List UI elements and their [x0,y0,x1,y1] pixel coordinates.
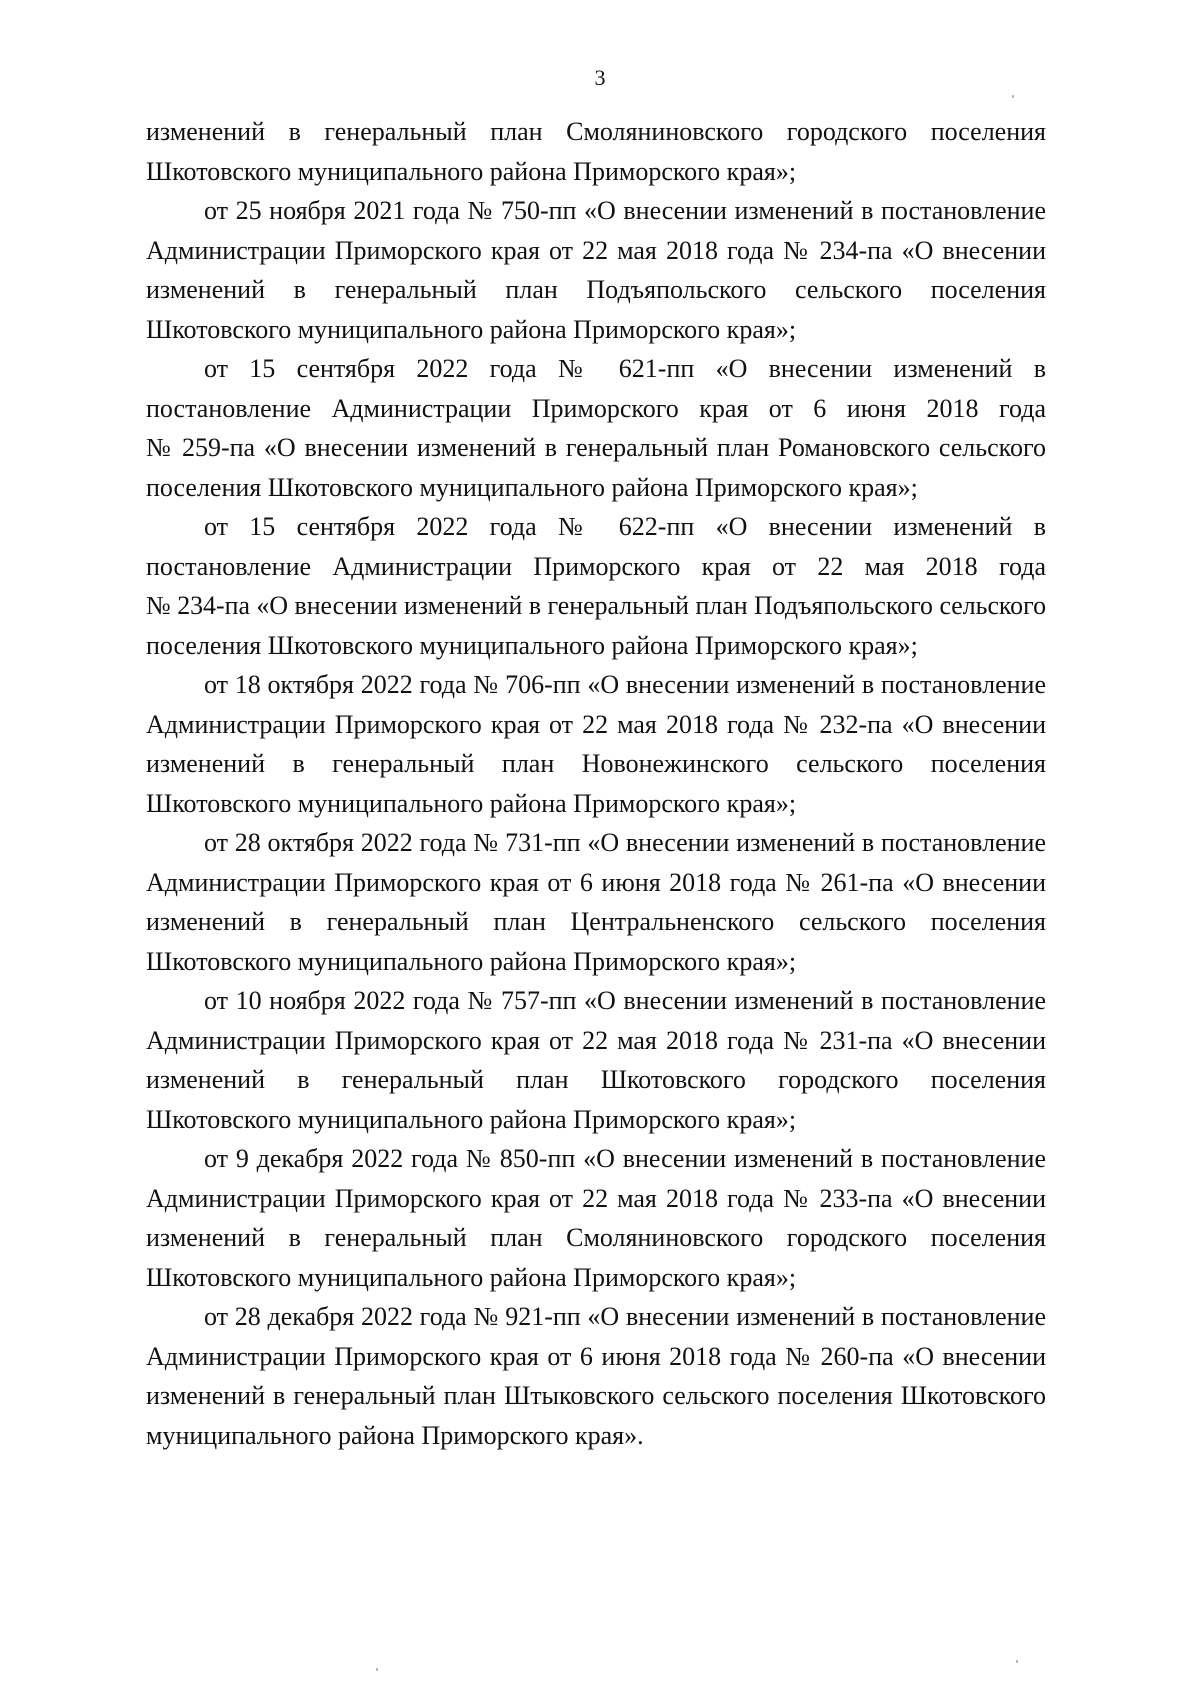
text-line: Шкотовского муниципального района Приморского края»; [146,788,797,818]
text-line: изменений в генеральный план Смоляниновского городского поселения [146,1223,1046,1252]
text-line: постановление Администрации Приморского края от 6 июня 2018 года [146,393,1046,423]
text-line: изменений в генеральный план Подъяпольского сельского поселения [146,275,1046,304]
scan-artifact [1012,95,1014,98]
text-line: Администрации Приморского края от 6 июня 2018 года № 261-па «О внесении [146,867,1046,897]
text-line: от 18 октября 2022 года № 706-пп «О внесении изменений в постановление [204,670,1046,699]
text-line: № 234-па «О внесении изменений в генеральный план Подъяпольского сельского [146,591,1046,620]
text-line: изменений в генеральный план Смоляниновского городского поселения [146,117,1046,146]
text-line: Администрации Приморского края от 22 мая 2018 года № 231-па «О внесении [146,1025,1046,1055]
scan-artifact [1016,1660,1018,1663]
text-line: муниципального района Приморского края». [146,1420,644,1450]
text-line: Администрации Приморского края от 22 мая 2018 года № 234-па «О внесении [146,235,1046,265]
paragraph [146,191,1046,349]
text-line: от 9 декабря 2022 года № 850-пп «О внесении изменений в постановление [204,1144,1046,1173]
text-line: изменений в генеральный план Штыковского сельского поселения Шкотовского [146,1381,1046,1410]
text-line: Шкотовского муниципального района Приморского края»; [146,314,797,344]
text-line: от 28 октября 2022 года № 731-пп «О внесении изменений в постановление [204,828,1046,857]
text-line: от 15 сентября 2022 года № 621-пп «О внесении изменений в [204,354,1046,383]
text-line: изменений в генеральный план Центральненского сельского поселения [146,907,1046,936]
text-line: постановление Администрации Приморского края от 22 мая 2018 года [146,551,1046,581]
scan-artifact [376,1668,378,1671]
text-line: изменений в генеральный план Новонежинского сельского поселения [146,749,1046,778]
paragraph [146,112,1046,191]
paragraph [146,349,1046,507]
text-line: поселения Шкотовского муниципального района Приморского края»; [146,472,918,502]
text-line: Администрации Приморского края от 22 мая 2018 года № 233-па «О внесении [146,1183,1046,1213]
paragraph [146,507,1046,665]
text-line: Шкотовского муниципального района Приморского края»; [146,1262,797,1292]
text-line: изменений в генеральный план Шкотовского городского поселения [146,1065,1046,1094]
text-line: от 10 ноября 2022 года № 757-пп «О внесении изменений в постановление [204,986,1046,1015]
document-body [146,112,1046,1455]
text-line: Администрации Приморского края от 22 мая 2018 года № 232-па «О внесении [146,709,1046,739]
text-line: Шкотовского муниципального района Приморского края»; [146,946,797,976]
text-line: поселения Шкотовского муниципального района Приморского края»; [146,630,918,660]
paragraph [146,981,1046,1139]
paragraph [146,823,1046,981]
text-line: Администрации Приморского края от 6 июня 2018 года № 260-па «О внесении [146,1341,1046,1371]
text-line: № 259-па «О внесении изменений в генеральный план Романовского сельского [146,433,1046,462]
page-number: 3 [594,65,606,90]
text-line: от 28 декабря 2022 года № 921-пп «О внесении изменений в постановление [204,1302,1046,1331]
paragraph [146,1297,1046,1455]
text-line: Шкотовского муниципального района Приморского края»; [146,1104,797,1134]
text-line: от 25 ноября 2021 года № 750-пп «О внесении изменений в постановление [204,196,1046,225]
paragraph [146,1139,1046,1297]
text-line: Шкотовского муниципального района Приморского края»; [146,156,797,186]
paragraph [146,665,1046,823]
text-line: от 15 сентября 2022 года № 622-пп «О внесении изменений в [204,512,1046,541]
